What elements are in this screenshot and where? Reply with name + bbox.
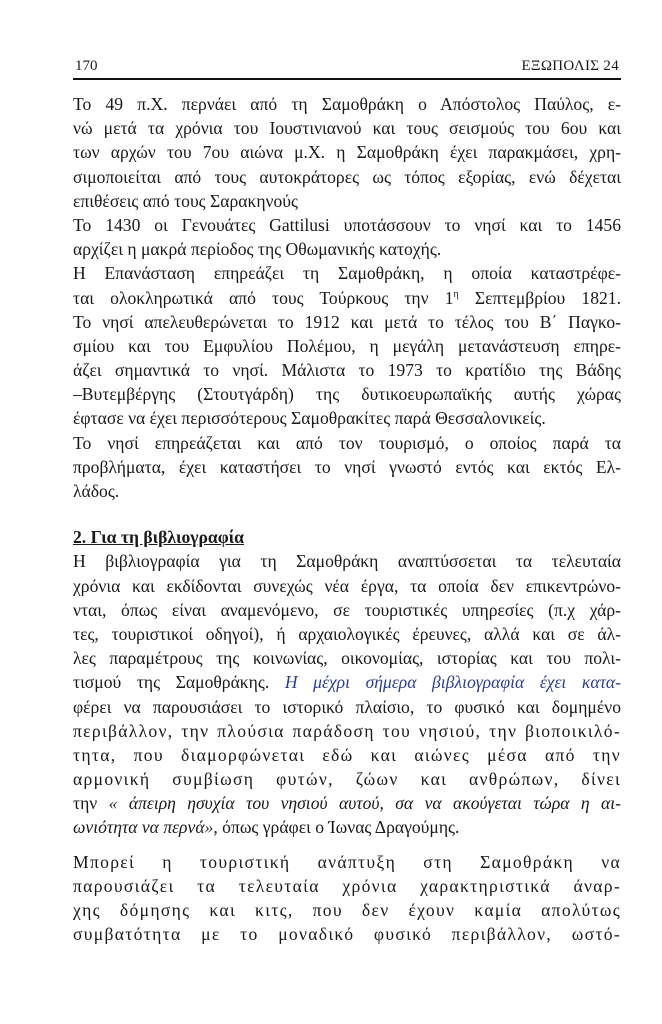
spacer [73,840,621,850]
text-line: τητα, που διαμορφώνεται εδώ και αιώνες μέσα από την [73,744,621,765]
text-line: Μπορεί η τουριστική ανάπτυξη στη Σαμοθράκη να [73,851,621,872]
text-line: φέρει να παρουσιάσει το ιστορικό πλαίσιο, το φυσικό και δομημένο [73,696,621,717]
text-run: τισμού της Σαμοθράκης. [73,672,285,693]
paragraph [73,213,621,261]
paragraph [73,92,621,213]
text-line: Το 1430 οι Γενουάτες Gattilusi υποτάσσουν το νησί και το 1456 [73,214,621,235]
text-line: προβλήματα, έχει καταστήσει το νησί γνωστό εντός και εκτός Ελ- [73,456,621,477]
text-line: των αρχών του 7ου αιώνα μ.Χ. η Σαμοθράκη έχει παρακμάσει, χρη- [73,142,621,163]
text-line: αρμονική συμβίωση φυτών, ζώων και ανθρώπων, δίνει [73,769,621,790]
text-line: Η Επανάσταση επηρεάζει τη Σαμοθράκη, η οποία καταστρέφε- [73,263,621,284]
text-line [73,286,621,310]
body-text [73,92,621,946]
spacer [73,503,621,525]
text-line: άζει σημαντικά το νησί. Μάλιστα το 1973 το κρατίδιο της Βάδης [73,360,621,381]
text-run: την [73,793,109,814]
paragraph [73,549,621,839]
text-line: Το νησί απελευθερώνεται το 1912 και μετά το τέλος του Β΄ Παγκο- [73,311,621,332]
paragraph [73,850,621,947]
superscript: η [453,288,459,300]
italic-quote: ωνιότητα να περνά» [73,817,214,838]
text-line: –Βυτεμβέργης (Στουτγάρδη) της δυτικοευρωπαϊκής αυτής χώρας [73,384,621,405]
italic-text: Η μέχρι σήμερα βιβλιογραφία έχει κατα- [284,672,621,693]
text-line: επιθέσεις από τους Σαρακηνούς [73,190,298,211]
text-run: ται ολοκληρωτικά από τους Τούρκους την 1 [73,287,454,308]
text-line [73,791,621,815]
text-line [73,670,621,694]
text-run: Σεπτεμβρίου 1821. [458,287,621,308]
paragraph [73,431,621,504]
text-line: παρουσιάζει τα τελευταία χρόνια χαρακτηριστικά άναρ- [73,875,621,896]
text-line: περιβάλλον, την πλούσια παράδοση του νησιού, την βιοποικιλό- [73,720,621,741]
text-line: αρχίζει η μακρά περίοδος της Οθωμανικής κατοχής. [73,239,442,260]
text-line [73,815,621,839]
text-line: νώ μετά τα χρόνια του Ιουστινιανού και τους σεισμούς του 6ου και [73,118,621,139]
page-number: 170 [75,58,98,74]
text-line: Το 49 π.Χ. περνάει από τη Σαμοθράκη ο Απόστολος Παύλος, ε- [73,94,621,114]
text-line: έφτασε να έχει περισσότερους Σαμοθρακίτες παρά Θεσσαλονικείς. [73,408,546,429]
text-line: χης δόμησης και κιτς, που δεν έχουν καμία απολύτως [73,900,621,920]
text-run: , όπως γράφει ο Ίωνας Δραγούμης. [213,817,460,838]
section-heading: 2. Για τη βιβλιογραφία [73,527,244,548]
text-line: λες παραμέτρους της κοινωνίας, οικονομίας, ιστορίας και του πολι- [73,648,621,669]
page-header [73,56,621,80]
text-line: Το νησί επηρεάζεται και από τον τουρισμό, ο οποίος παρά τα [73,432,621,453]
text-line: νται, όπως είναι αναμενόμενο, σε τουριστικές υπηρεσίες (π.χ χάρ- [73,599,621,620]
text-line: συμβατότητα με το μοναδικό φυσικό περιβάλλον, ωστό- [73,924,621,945]
running-title: ΕΞΩΠΟΛΙΣ 24 [521,58,619,74]
italic-quote: « άπειρη ησυχία του νησιού αυτού, σα να ακούγεται τώρα η αι- [108,793,621,814]
text-line: λάδος. [73,481,120,501]
text-line: σμίου και του Εμφυλίου Πολέμου, η μεγάλη μετανάστευση επηρε- [73,335,621,356]
text-line: χρόνια και εκδίδονται συνεχώς νέα έργα, τα οποία δεν επικεντρώνο- [73,575,621,596]
text-line: Η βιβλιογραφία για τη Σαμοθράκη αναπτύσσεται τα τελευταία [73,551,621,572]
text-line: σιμοποιείται από τους αυτοκράτορες ως τόπος εξορίας, ενώ δέχεται [73,166,621,187]
text-line: τες, τουριστικοί οδηγοί), ή αρχαιολογικές έρευνες, αλλά και σε άλ- [73,623,621,644]
paragraph [73,261,621,430]
